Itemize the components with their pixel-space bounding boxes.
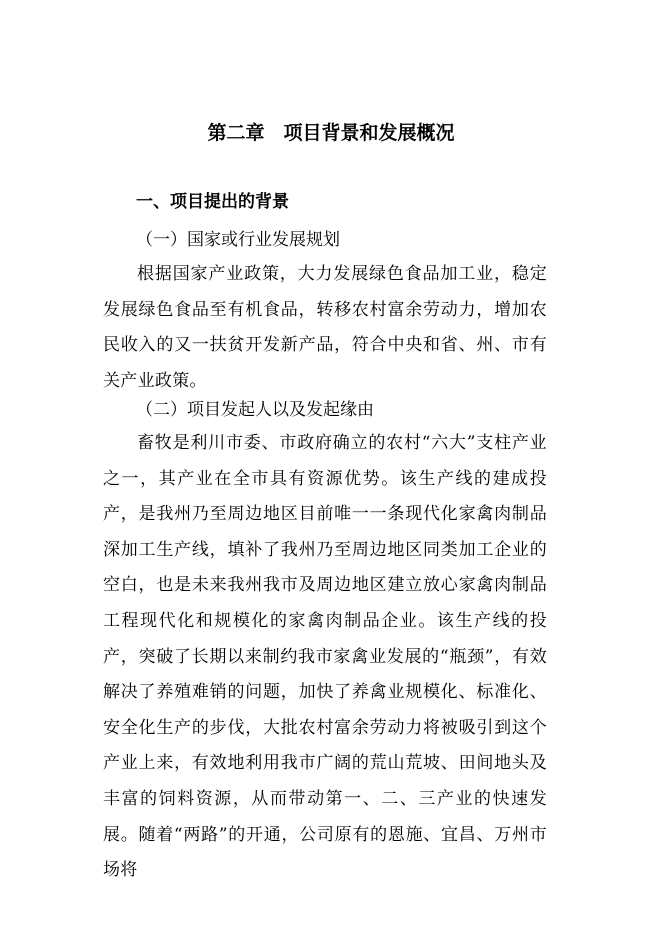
subsection-title-project-sponsor: （二）项目发起人以及发起缘由 — [136, 400, 374, 420]
section-title: 一、项目提出的背景 — [136, 192, 289, 212]
subsection-title-national-plan: （一）国家或行业发展规划 — [136, 230, 340, 250]
chapter-title: 第二章 项目背景和发展概况 — [207, 122, 455, 144]
paragraph-national-plan: 根据国家产业政策，大力发展绿色食品加工业，稳定发展绿色食品至有机食品，转移农村富余劳动力，增加农民收入的又一扶贫开发新产品，符合中央和省、州、市有关产业政策。 — [103, 264, 547, 391]
paragraph-project-sponsor: 畜牧是利川市委、市政府确立的农村“六大”支柱产业之一，其产业在全市具有资源优势。该生产线的建成投产，是我州乃至周边地区目前唯一一条现代化家禽肉制品深加工生产线，填补了我州乃至周边地区同类加工企业的空白，也是未来我州我市及周边地区建立放心家禽肉制品工程现代化和规模化的家禽肉制品企业。该生产线的投产，突破了长期以来制约我市家禽业发展的“瓶颈”，有效解决了养殖难销的问题，加快了养禽业规模化、标准化、安全化生产的步伐，大批农村富余劳动力将被吸引到这个产业上来，有效地利用我市广阔的荒山荒坡、田间地头及丰富的饲料资源，从而带动第一、二、三产业的快速发展。随着“两路”的开通，公司原有的恩施、宜昌、万州市场将 — [103, 433, 547, 881]
